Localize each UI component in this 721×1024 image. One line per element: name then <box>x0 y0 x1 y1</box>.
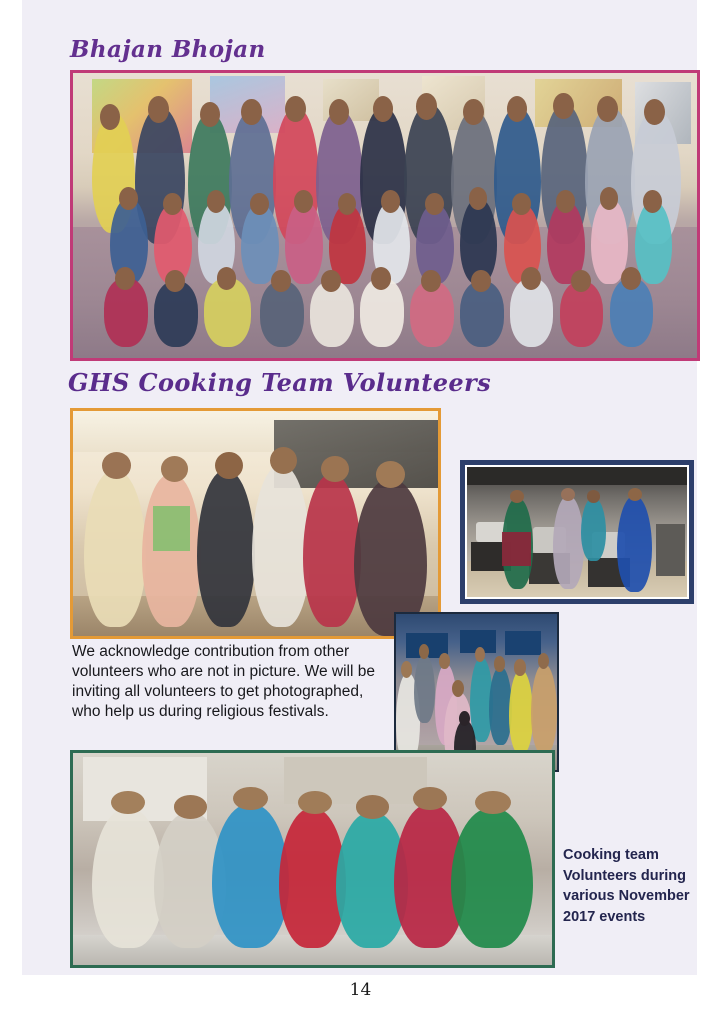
kitchen-cooking-pots-photo <box>460 460 694 604</box>
page-number: 14 <box>349 980 372 1000</box>
section-heading-ghs-cooking-team-volunteers: GHS Cooking Team Volunteers <box>68 368 492 397</box>
section-heading-bhajan-bhojan: Bhajan Bhojan <box>70 36 266 63</box>
page-sheet <box>22 0 697 975</box>
cooking-team-caption: Cooking team Volunteers during various November 2017 events <box>563 847 690 925</box>
cooking-team-group-bottom-photo <box>70 750 555 968</box>
acknowledgement-paragraph: We acknowledge contribution from other volunteers who are not in picture. We will be inviting all volunteers to get photographed, who help us during religious festivals. <box>72 643 375 721</box>
bhajan-bhojan-group-photo <box>70 70 700 361</box>
cooking-volunteers-kitchen-photo <box>70 408 441 639</box>
volunteers-group-middle-photo <box>394 612 559 772</box>
